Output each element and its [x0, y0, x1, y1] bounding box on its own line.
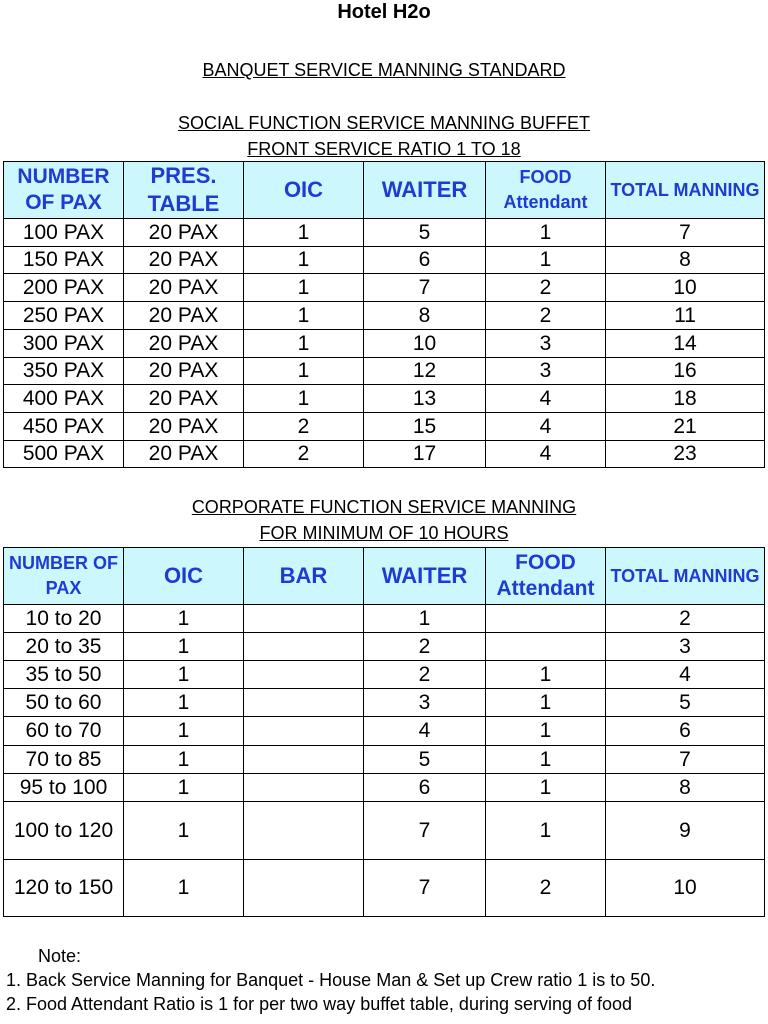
- social-cell: 4: [486, 385, 606, 413]
- social-cell: 2: [486, 302, 606, 330]
- corporate-cell: 2: [364, 661, 486, 689]
- corporate-cell: 1: [124, 746, 244, 774]
- header-total-manning: TOTAL MANNING: [606, 548, 765, 605]
- corporate-cell: 1: [364, 605, 486, 633]
- corporate-cell: 1: [124, 605, 244, 633]
- corporate-cell: 1: [486, 661, 606, 689]
- note-item-1: 1. Back Service Manning for Banquet - House Man & Set up Crew ratio 1 is to 50.: [6, 970, 656, 990]
- social-cell: 10: [364, 330, 486, 358]
- social-cell: 100 PAX: [4, 219, 124, 247]
- corporate-row: [4, 717, 765, 746]
- document-title: Hotel H2o: [337, 1, 431, 23]
- social-cell: 8: [606, 247, 765, 274]
- social-row: [4, 330, 765, 358]
- corporate-cell: [244, 746, 364, 774]
- social-row: [4, 274, 765, 302]
- social-cell: 3: [486, 358, 606, 385]
- social-cell: 1: [244, 274, 364, 302]
- social-cell: 1: [486, 247, 606, 274]
- header-oic: OIC: [244, 162, 364, 219]
- social-cell: 20 PAX: [124, 441, 244, 468]
- social-cell: 4: [486, 441, 606, 468]
- corporate-cell: 7: [364, 860, 486, 917]
- social-cell: 1: [486, 219, 606, 247]
- social-cell: 2: [486, 274, 606, 302]
- social-cell: 20 PAX: [124, 330, 244, 358]
- social-cell: 2: [244, 441, 364, 468]
- social-cell: 4: [486, 413, 606, 441]
- social-cell: 23: [606, 441, 765, 468]
- corporate-cell: 5: [364, 746, 486, 774]
- social-cell: 1: [244, 330, 364, 358]
- corporate-cell: 1: [124, 661, 244, 689]
- social-cell: 6: [364, 247, 486, 274]
- corporate-cell: [244, 661, 364, 689]
- corporate-cell: 1: [124, 633, 244, 661]
- social-table-caption: SOCIAL FUNCTION SERVICE MANNING BUFFET: [177, 113, 591, 133]
- social-cell: 15: [364, 413, 486, 441]
- corporate-cell: 35 to 50: [4, 661, 124, 689]
- corporate-cell: 10 to 20: [4, 605, 124, 633]
- social-cell: 14: [606, 330, 765, 358]
- corporate-row: [4, 605, 765, 633]
- corporate-row: [4, 689, 765, 717]
- corporate-cell: 70 to 85: [4, 746, 124, 774]
- social-cell: 8: [364, 302, 486, 330]
- corporate-table-caption: CORPORATE FUNCTION SERVICE MANNING: [191, 497, 577, 517]
- note-item-2: 2. Food Attendant Ratio is 1 for per two way buffet table, during serving of food: [6, 994, 633, 1014]
- social-cell: 12: [364, 358, 486, 385]
- corporate-cell: 1: [486, 689, 606, 717]
- corporate-cell: [244, 717, 364, 746]
- corporate-cell: 7: [606, 746, 765, 774]
- corporate-cell: 1: [124, 774, 244, 802]
- document-subtitle: BANQUET SERVICE MANNING STANDARD: [202, 60, 566, 80]
- corporate-cell: 1: [124, 802, 244, 860]
- corporate-cell: 20 to 35: [4, 633, 124, 661]
- header-pres-table: PRES. TABLE: [124, 162, 244, 219]
- social-cell: 450 PAX: [4, 413, 124, 441]
- social-row: [4, 413, 765, 441]
- header-waiter: WAITER: [364, 548, 486, 605]
- social-cell: 18: [606, 385, 765, 413]
- social-cell: 150 PAX: [4, 247, 124, 274]
- social-cell: 20 PAX: [124, 219, 244, 247]
- corporate-cell: 1: [124, 860, 244, 917]
- corporate-row: [4, 633, 765, 661]
- corporate-cell: [244, 689, 364, 717]
- social-cell: 20 PAX: [124, 247, 244, 274]
- corporate-row: [4, 802, 765, 860]
- social-cell: 1: [244, 219, 364, 247]
- corporate-cell: 1: [486, 717, 606, 746]
- corporate-cell: 2: [606, 605, 765, 633]
- social-cell: 13: [364, 385, 486, 413]
- corporate-cell: [486, 605, 606, 633]
- corporate-cell: 1: [124, 717, 244, 746]
- corporate-cell: 120 to 150: [4, 860, 124, 917]
- social-row: [4, 385, 765, 413]
- social-cell: 7: [364, 274, 486, 302]
- corporate-header-row: [4, 548, 765, 605]
- social-cell: 1: [244, 358, 364, 385]
- corporate-cell: 1: [486, 746, 606, 774]
- social-cell: 3: [486, 330, 606, 358]
- social-row: [4, 358, 765, 385]
- corporate-cell: 8: [606, 774, 765, 802]
- social-cell: 20 PAX: [124, 274, 244, 302]
- social-row: [4, 302, 765, 330]
- social-row: [4, 219, 765, 247]
- corporate-cell: 50 to 60: [4, 689, 124, 717]
- social-cell: 7: [606, 219, 765, 247]
- corporate-cell: [244, 633, 364, 661]
- social-cell: 21: [606, 413, 765, 441]
- social-cell: 16: [606, 358, 765, 385]
- header-food-attendant: FOOD Attendant: [486, 162, 606, 219]
- social-cell: 200 PAX: [4, 274, 124, 302]
- social-cell: 11: [606, 302, 765, 330]
- social-cell: 17: [364, 441, 486, 468]
- social-cell: 400 PAX: [4, 385, 124, 413]
- social-cell: 20 PAX: [124, 385, 244, 413]
- corporate-cell: 60 to 70: [4, 717, 124, 746]
- social-row: [4, 247, 765, 274]
- corporate-row: [4, 860, 765, 917]
- corporate-cell: 100 to 120: [4, 802, 124, 860]
- social-cell: 350 PAX: [4, 358, 124, 385]
- social-cell: 1: [244, 302, 364, 330]
- corporate-cell: 1: [124, 689, 244, 717]
- note-heading: Note:: [38, 946, 82, 966]
- corporate-table-hours-caption: FOR MINIMUM OF 10 HOURS: [259, 523, 509, 543]
- corporate-cell: 5: [606, 689, 765, 717]
- social-cell: 20 PAX: [124, 413, 244, 441]
- header-total-manning: TOTAL MANNING: [606, 162, 765, 219]
- corporate-cell: 2: [364, 633, 486, 661]
- header-food-attendant: FOOD Attendant: [486, 548, 606, 605]
- corporate-cell: 4: [606, 661, 765, 689]
- corporate-cell: 10: [606, 860, 765, 917]
- corporate-cell: [486, 633, 606, 661]
- corporate-cell: [244, 774, 364, 802]
- corporate-cell: 95 to 100: [4, 774, 124, 802]
- social-cell: 10: [606, 274, 765, 302]
- corporate-cell: 7: [364, 802, 486, 860]
- corporate-cell: [244, 802, 364, 860]
- social-row: [4, 441, 765, 468]
- corporate-row: [4, 746, 765, 774]
- corporate-cell: 3: [364, 689, 486, 717]
- corporate-cell: [244, 605, 364, 633]
- social-function-table: [3, 161, 765, 468]
- social-header-row: [4, 162, 765, 219]
- header-number-of-pax: NUMBER OF PAX: [4, 162, 124, 219]
- corporate-cell: 1: [486, 774, 606, 802]
- social-cell: 300 PAX: [4, 330, 124, 358]
- corporate-cell: 3: [606, 633, 765, 661]
- header-bar: BAR: [244, 548, 364, 605]
- social-table-ratio-caption: FRONT SERVICE RATIO 1 TO 18: [247, 139, 521, 159]
- corporate-cell: 2: [486, 860, 606, 917]
- social-cell: 5: [364, 219, 486, 247]
- social-cell: 2: [244, 413, 364, 441]
- corporate-cell: 4: [364, 717, 486, 746]
- corporate-row: [4, 774, 765, 802]
- header-oic: OIC: [124, 548, 244, 605]
- social-cell: 20 PAX: [124, 302, 244, 330]
- social-cell: 500 PAX: [4, 441, 124, 468]
- corporate-cell: 9: [606, 802, 765, 860]
- corporate-cell: 6: [364, 774, 486, 802]
- corporate-row: [4, 661, 765, 689]
- header-waiter: WAITER: [364, 162, 486, 219]
- corporate-cell: 1: [486, 802, 606, 860]
- corporate-cell: 6: [606, 717, 765, 746]
- social-cell: 1: [244, 385, 364, 413]
- corporate-function-table: [3, 547, 765, 917]
- social-cell: 1: [244, 247, 364, 274]
- social-cell: 250 PAX: [4, 302, 124, 330]
- social-cell: 20 PAX: [124, 358, 244, 385]
- header-number-of-pax: NUMBER OF PAX: [4, 548, 124, 605]
- corporate-cell: [244, 860, 364, 917]
